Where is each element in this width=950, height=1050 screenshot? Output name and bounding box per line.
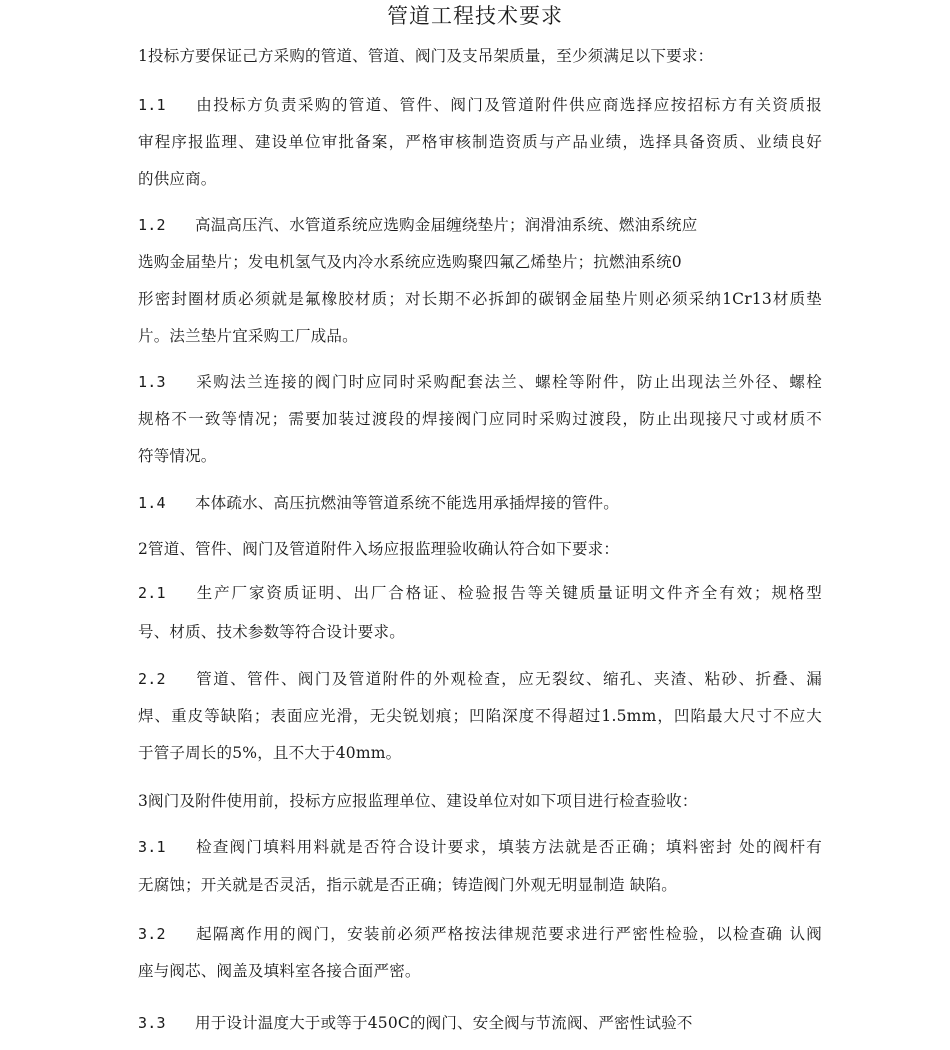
paragraph-1-1-line <box>138 169 822 189</box>
clause-number: 3.3 <box>138 1014 166 1032</box>
paragraph-1-2-line <box>138 215 822 235</box>
paragraph-1-2-line <box>138 252 822 272</box>
line-text: 审程序报监理、建设单位审批备案，严格审核制造资质与产品业绩，选择具备资质、业绩良好 <box>138 133 822 151</box>
line-text: 起隔离作用的阀门，安装前必须严格按法律规范要求进行严密性检验，以检查确 认阀 <box>195 925 822 943</box>
clause-number: 1.2 <box>138 216 166 234</box>
line-text: 选购金届垫片；发电机氢气及内冷水系统应选购聚四氟乙烯垫片；抗燃油系统0 <box>138 253 682 271</box>
section-heading-1 <box>138 46 822 66</box>
clause-number: 2.2 <box>138 670 166 688</box>
line-text: 采购法兰连接的阀门时应同时采购配套法兰、螺栓等附件，防止出现法兰外径、螺栓 <box>195 373 822 391</box>
clause-number: 1.4 <box>138 494 166 512</box>
paragraph-2-2-line <box>138 706 822 726</box>
paragraph-2-1-line <box>138 622 822 642</box>
line-text: 座与阀芯、阀盖及填料室各接合面严密。 <box>138 962 421 980</box>
paragraph-1-2-line <box>138 326 822 346</box>
line-text: 用于设计温度大于或等于450C的阀门、安全阀与节流阀、严密性试验不 <box>195 1014 693 1032</box>
paragraph-1-4-line <box>138 493 822 513</box>
line-text: 符等情况。 <box>138 447 217 465</box>
paragraph-2-2-line <box>138 743 822 763</box>
line-text: 无腐蚀；开关就是否灵活，指示就是否正确；铸造阀门外观无明显制造 缺陷。 <box>138 876 677 894</box>
line-text: 高温高压汽、水管道系统应选购金届缠绕垫片；润滑油系统、燃油系统应 <box>195 216 698 234</box>
line-text: 的供应商。 <box>138 170 217 188</box>
paragraph-2-2-line <box>138 669 822 689</box>
clause-number: 1.3 <box>138 373 166 391</box>
paragraph-1-1-line <box>138 95 822 115</box>
document-title: 管道工程技术要求 <box>387 4 563 28</box>
line-text: 形密封圈材质必须就是氟橡胶材质；对长期不必拆卸的碳钢金届垫片则必须采纳1Cr13材质垫 <box>138 290 822 308</box>
line-text: 由投标方负责采购的管道、管件、阀门及管道附件供应商选择应按招标方有关资质报 <box>195 96 822 114</box>
line-text: 片。法兰垫片宜采购工厂成品。 <box>138 327 358 345</box>
line-text: 1投标方要保证己方采购的管道、管道、阀门及支吊架质量，至少须满足以下要求： <box>138 47 714 65</box>
paragraph-2-1-line <box>138 583 822 603</box>
paragraph-1-2-line <box>138 289 822 309</box>
line-text: 号、材质、技术参数等符合设计要求。 <box>138 623 405 641</box>
paragraph-1-3-line <box>138 409 822 429</box>
section-heading-3 <box>138 791 822 811</box>
paragraph-1-3-line <box>138 446 822 466</box>
paragraph-1-1-line <box>138 132 822 152</box>
line-text: 检查阀门填料用料就是否符合设计要求，填装方法就是否正确；填料密封 处的阀杆有 <box>195 838 822 856</box>
clause-number: 3.2 <box>138 925 166 943</box>
line-text: 焊、重皮等缺陷；表面应光滑，无尖锐划痕；凹陷深度不得超过1.5mm，凹陷最大尺寸不应大 <box>138 707 822 725</box>
paragraph-3-1-line <box>138 875 822 895</box>
line-text: 3阀门及附件使用前，投标方应报监理单位、建设单位对如下项目进行检查验收： <box>138 792 698 810</box>
clause-number: 1.1 <box>138 96 166 114</box>
line-text: 于管子周长的5%，且不大于40mm。 <box>138 744 402 762</box>
line-text: 2管道、管件、阀门及管道附件入场应报监理验收确认符合如下要求： <box>138 540 620 558</box>
line-text: 管道、管件、阀门及管道附件的外观检查，应无裂纹、缩孔、夹渣、粘砂、折叠、漏 <box>195 670 822 688</box>
paragraph-1-3-line <box>138 372 822 392</box>
line-text: 规格不一致等情况；需要加装过渡段的焊接阀门应同时采购过渡段，防止出现接尺寸或材质不 <box>138 410 822 428</box>
line-text: 生产厂家资质证明、出厂合格证、检验报告等关键质量证明文件齐全有效；规格型 <box>195 584 822 602</box>
clause-number: 3.1 <box>138 838 166 856</box>
line-text: 本体疏水、高压抗燃油等管道系统不能选用承插焊接的管件。 <box>195 494 619 512</box>
paragraph-3-1-line <box>138 837 822 857</box>
paragraph-3-2-line <box>138 924 822 944</box>
section-heading-2 <box>138 539 822 559</box>
paragraph-3-2-line <box>138 961 822 981</box>
clause-number: 2.1 <box>138 584 166 602</box>
paragraph-3-3-line <box>138 1013 822 1033</box>
